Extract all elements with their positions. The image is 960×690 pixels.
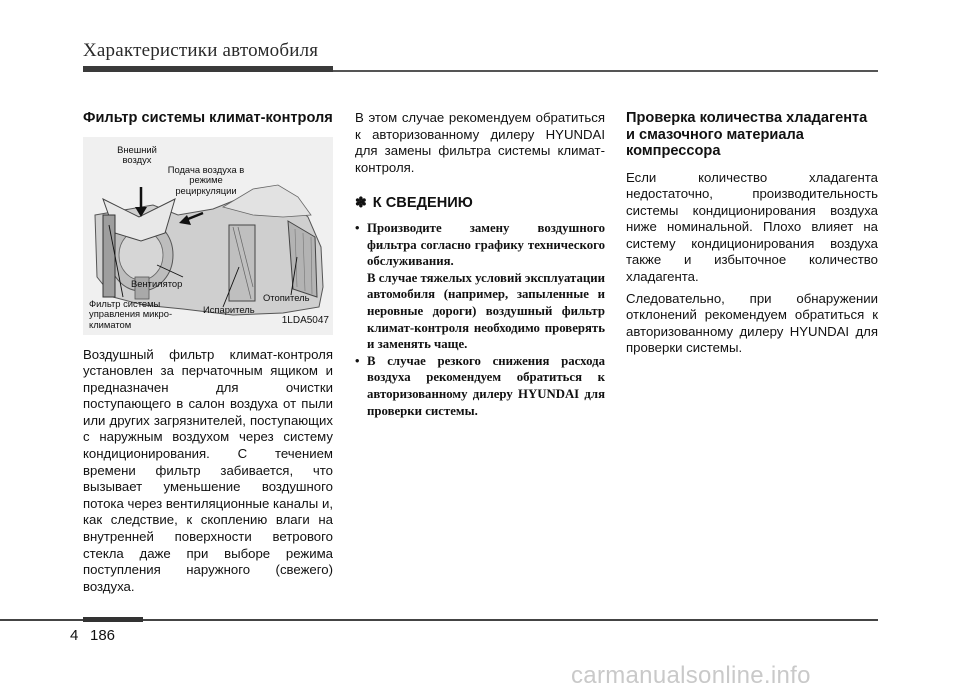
note-star-icon: ✽ bbox=[355, 194, 367, 211]
watermark: carmanualsonline.info bbox=[571, 662, 811, 689]
chapter-number: 4 bbox=[70, 627, 79, 644]
refrigerant-paragraph: Следовательно, при обнаружении отклонений рекомендуем обратиться к авторизованному дилеру HYUNDAI для проверки системы. bbox=[626, 290, 878, 356]
refrigerant-paragraph: Если количество хладагента недостаточно, производительность системы кондиционирования воздуха ниже номинальной. Плохо влияет на систему кондиционирования воздуха также и избыточное количество хладагента. bbox=[626, 169, 878, 285]
label-heater: Отопитель bbox=[263, 291, 310, 303]
column-2 bbox=[355, 110, 605, 419]
column-3 bbox=[626, 110, 878, 357]
note-item-text: В случае резкого снижения расхода воздуха рекомендуем обратиться к авторизованному дилеру HYUNDAI для проверки системы. bbox=[367, 353, 605, 418]
header-title: Характеристики автомобиля bbox=[83, 40, 319, 61]
section-heading-filter: Фильтр системы климат-контроля bbox=[83, 110, 333, 126]
page-number: 186 bbox=[90, 627, 116, 644]
footer-rule-thick bbox=[83, 617, 143, 622]
label-evaporator: Испаритель bbox=[203, 303, 255, 315]
label-filter: Фильтр системы управления микро-климатом bbox=[89, 297, 173, 330]
filter-description: Воздушный фильтр климат-контроля установлен за перчаточным ящиком и предназначен для очистки поступающего в салон воздуха от пыли или других загрязнителей, поступающих с наружным воздухом через систему кондиционирования. С течением времени фильтр забивается, что вызывает уменьшение воздушного потока через вентиляционные каналы и, как следствие, к скоплению влаги на внутренней поверхности ветрового стекла даже при выборе режима поступления наружного (свежего) воздуха. bbox=[83, 346, 333, 594]
label-outside-air: Внешний воздух bbox=[117, 143, 157, 165]
bullet-icon: • bbox=[355, 353, 360, 368]
note-heading bbox=[355, 194, 605, 212]
note-item-text: В случае тяжелых условий эксплуатации автомобиля (например, запыленные и неровные дороги) воздушный фильтр климат-контроля необходимо проверять и заменять чаще. bbox=[367, 270, 605, 352]
note-item-text: Производите замену воздушного фильтра согласно графику технического обслуживания. bbox=[367, 220, 605, 269]
footer-rule bbox=[0, 619, 878, 621]
figure-code: 1LDA5047 bbox=[281, 314, 329, 326]
note-item bbox=[355, 220, 605, 353]
note-title: К СВЕДЕНИЮ bbox=[372, 195, 473, 212]
header-rule bbox=[83, 66, 878, 72]
label-blower: Вентилятор bbox=[131, 277, 183, 289]
note-list bbox=[355, 220, 605, 419]
header-rule-thick bbox=[83, 66, 333, 72]
bullet-icon: • bbox=[355, 220, 360, 235]
label-recirculation: Подача воздуха в режиме рециркуляции bbox=[167, 163, 245, 196]
dealer-recommendation: В этом случае рекомендуем обратиться к авторизованному дилеру HYUNDAI для замены фильтра системы климат-контроля. bbox=[355, 110, 605, 175]
note-item bbox=[355, 353, 605, 419]
hvac-diagram bbox=[83, 137, 333, 335]
column-1 bbox=[83, 110, 333, 595]
section-heading-refrigerant: Проверка количества хладагента и смазочного материала компрессора bbox=[626, 110, 868, 159]
